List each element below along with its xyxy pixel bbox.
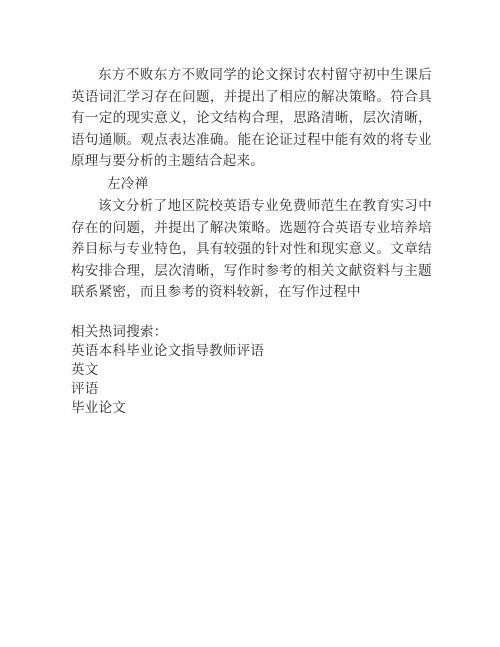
comment-paragraph-2: 该文分析了地区院校英语专业免费师范生在教育实习中存在的问题，并提出了解决策略。选题符合英语专业培养培养目标与专业特色，具有较强的针对性和现实意义。文章结构安排合理，层次清晰，写作时参考的相关文献资料与主题联系紧密，而且参考的资料较新，在写作过程中 xyxy=(71,198,432,300)
related-keywords-heading: 相关热词搜索： xyxy=(71,323,168,340)
related-keyword-link[interactable]: 毕业论文 xyxy=(71,399,127,416)
related-keyword-link[interactable]: 英文 xyxy=(71,361,99,378)
reviewer-name: 左冷禅 xyxy=(107,175,149,192)
related-keyword-link[interactable]: 评语 xyxy=(71,380,99,397)
related-keyword-link[interactable]: 英语本科毕业论文指导教师评语 xyxy=(71,342,265,359)
related-keywords-section xyxy=(71,323,432,418)
comment-paragraph-1: 东方不败东方不败同学的论文探讨农村留守初中生课后英语词汇学习存在问题，并提出了相应的解决策略。符合具有一定的现实意义，论文结构合理，思路清晰，层次清晰，语句通顺。观点表达准确。能在论证过程中能有效的将专业原理与要分析的主题结合起来。 xyxy=(71,67,432,169)
